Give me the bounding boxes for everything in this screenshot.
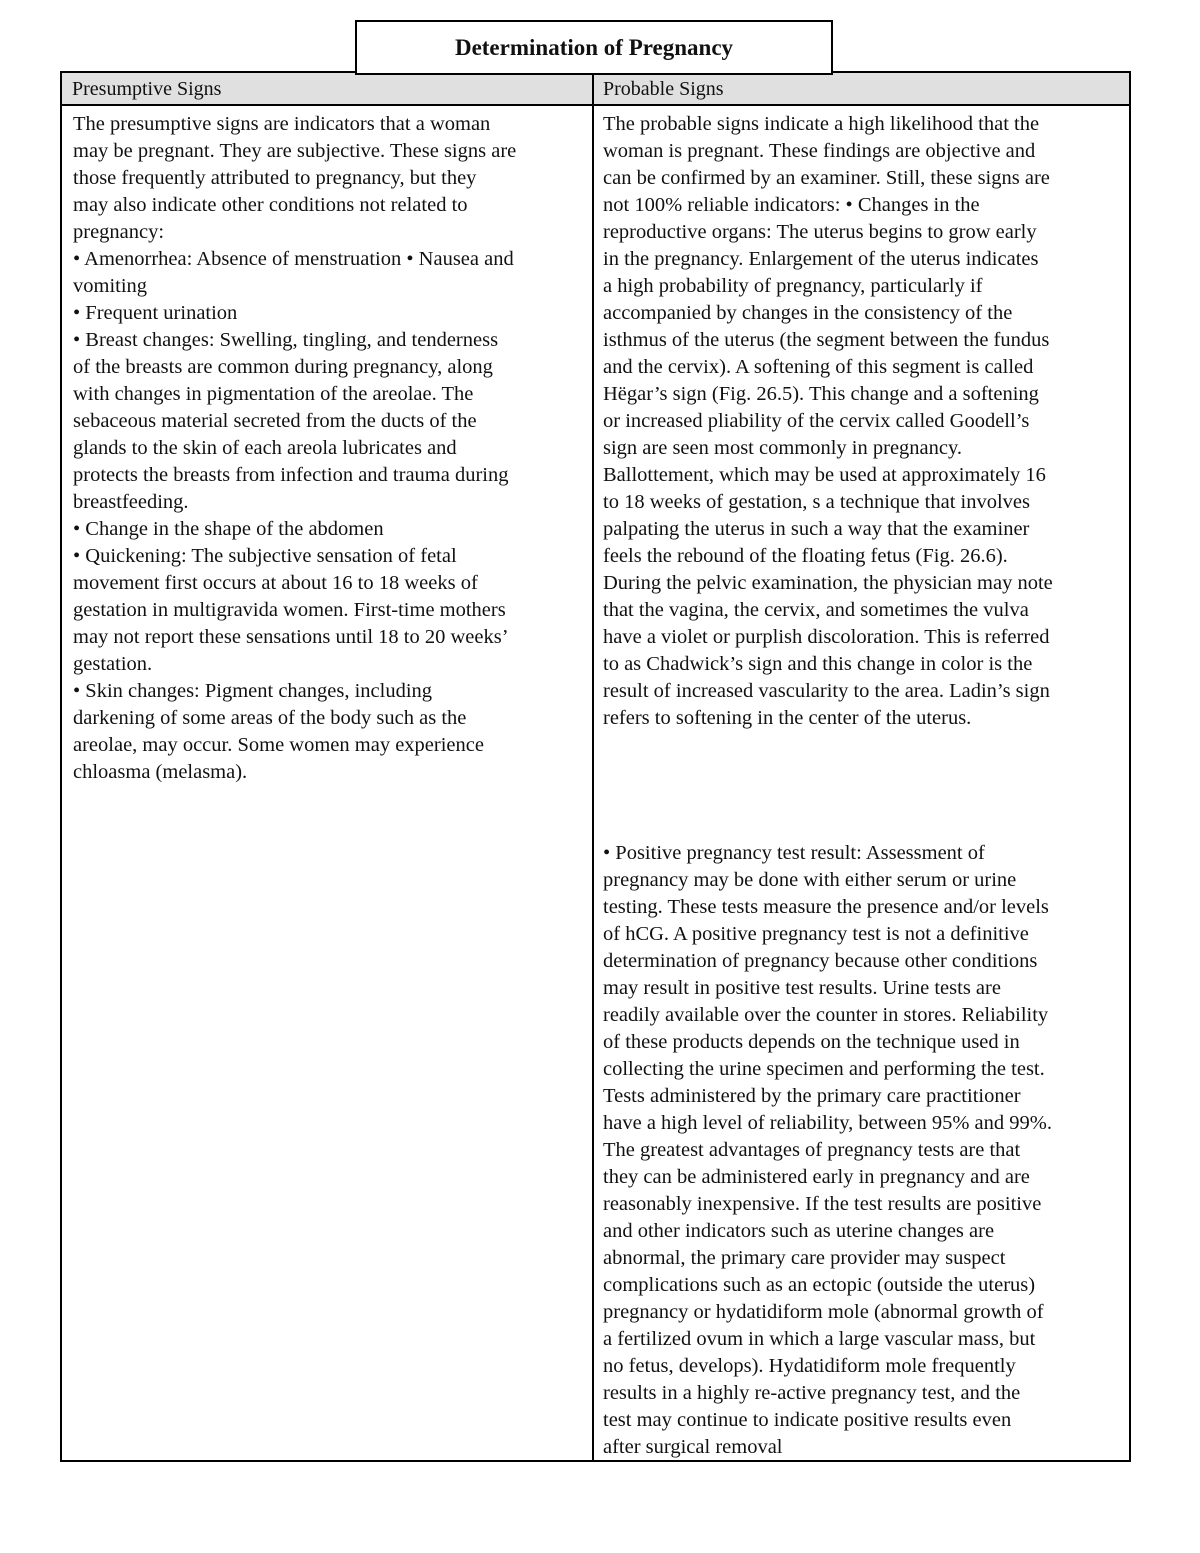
text-line: reasonably inexpensive. If the test results are positive — [603, 1193, 1042, 1215]
text-line: The greatest advantages of pregnancy tests are that — [603, 1139, 1021, 1161]
text-line: • Quickening: The subjective sensation of fetal — [73, 545, 457, 567]
text-line: gestation. — [73, 653, 153, 675]
text-line: of these products depends on the technique used in — [603, 1031, 1020, 1053]
text-line: may also indicate other conditions not related to — [73, 194, 468, 216]
text-line: protects the breasts from infection and trauma during — [73, 464, 509, 486]
text-line: not 100% reliable indicators: • Changes in the — [603, 194, 980, 216]
text-line: result of increased vascularity to the area. Ladin’s sign — [603, 680, 1050, 702]
text-line: abnormal, the primary care provider may suspect — [603, 1247, 1006, 1269]
text-line: accompanied by changes in the consistency of the — [603, 302, 1013, 324]
text-line: refers to softening in the center of the uterus. — [603, 707, 972, 729]
text-line: of hCG. A positive pregnancy test is not a definitive — [603, 923, 1029, 945]
text-line: a high probability of pregnancy, particularly if — [603, 275, 983, 297]
text-line: readily available over the counter in stores. Reliability — [603, 1004, 1049, 1026]
text-line: with changes in pigmentation of the areolae. The — [73, 383, 474, 405]
text-line: testing. These tests measure the presence and/or levels — [603, 896, 1049, 918]
text-line: to 18 weeks of gestation, s a technique that involves — [603, 491, 1030, 513]
text-line: pregnancy may be done with either serum or urine — [603, 869, 1017, 891]
text-line: palpating the uterus in such a way that the examiner — [603, 518, 1030, 540]
text-line: have a violet or purplish discoloration. This is referred — [603, 626, 1050, 648]
text-line: feels the rebound of the floating fetus (Fig. 26.6). — [603, 545, 1008, 567]
text-line: Ballottement, which may be used at approximately 16 — [603, 464, 1046, 486]
text-line: to as Chadwick’s sign and this change in color is the — [603, 653, 1033, 675]
text-line: collecting the urine specimen and performing the test. — [603, 1058, 1045, 1080]
text-line: pregnancy: — [73, 221, 165, 243]
text-line: areolae, may occur. Some women may experience — [73, 734, 484, 756]
text-line: • Amenorrhea: Absence of menstruation • Nausea and — [73, 248, 514, 270]
text-line: The presumptive signs are indicators that a woman — [73, 113, 491, 135]
text-line: test may continue to indicate positive results even — [603, 1409, 1012, 1431]
text-line: movement first occurs at about 16 to 18 weeks of — [73, 572, 478, 594]
text-line: • Change in the shape of the abdomen — [73, 518, 384, 540]
text-line: after surgical removal — [603, 1436, 783, 1458]
text-line: can be confirmed by an examiner. Still, these signs are — [603, 167, 1050, 189]
text-line: sebaceous material secreted from the ducts of the — [73, 410, 477, 432]
text-line: isthmus of the uterus (the segment between the fundus — [603, 329, 1050, 351]
text-line: Hëgar’s sign (Fig. 26.5). This change and a softening — [603, 383, 1039, 405]
text-line: those frequently attributed to pregnancy, but they — [73, 167, 477, 189]
text-line: pregnancy or hydatidiform mole (abnormal growth of — [603, 1301, 1044, 1323]
signs-table — [60, 71, 1131, 1462]
text-line: in the pregnancy. Enlargement of the uterus indicates — [603, 248, 1039, 270]
text-line: a fertilized ovum in which a large vascular mass, but — [603, 1328, 1036, 1350]
text-line: complications such as an ectopic (outside the uterus) — [603, 1274, 1036, 1296]
text-line: darkening of some areas of the body such as the — [73, 707, 467, 729]
text-line: • Breast changes: Swelling, tingling, and tenderness — [73, 329, 499, 351]
text-line: results in a highly re-active pregnancy test, and the — [603, 1382, 1021, 1404]
text-line: sign are seen most commonly in pregnancy. — [603, 437, 963, 459]
text-line: During the pelvic examination, the physician may note — [603, 572, 1053, 594]
text-line: woman is pregnant. These findings are objective and — [603, 140, 1036, 162]
text-line: vomiting — [73, 275, 148, 297]
pregnancy-test-text — [603, 840, 1052, 1461]
text-line: • Frequent urination — [73, 302, 238, 324]
text-line: and other indicators such as uterine changes are — [603, 1220, 995, 1242]
text-line: may not report these sensations until 18 to 20 weeks’ — [73, 626, 509, 648]
text-line: Tests administered by the primary care practitioner — [603, 1085, 1021, 1107]
text-line: chloasma (melasma). — [73, 761, 248, 783]
probable-signs-text — [603, 111, 1053, 732]
text-line: or increased pliability of the cervix called Goodell’s — [603, 410, 1030, 432]
text-line: may result in positive test results. Urine tests are — [603, 977, 1001, 999]
text-line: • Positive pregnancy test result: Assessment of — [603, 842, 985, 864]
text-line: determination of pregnancy because other conditions — [603, 950, 1038, 972]
text-line: breastfeeding. — [73, 491, 189, 513]
document-title: Determination of Pregnancy — [355, 20, 833, 75]
text-line: have a high level of reliability, between 95% and 99%. — [603, 1112, 1052, 1134]
text-line: of the breasts are common during pregnancy, along — [73, 356, 493, 378]
text-line: • Skin changes: Pigment changes, including — [73, 680, 433, 702]
column-divider — [592, 73, 594, 1460]
text-line: glands to the skin of each areola lubricates and — [73, 437, 457, 459]
text-line: they can be administered early in pregnancy and are — [603, 1166, 1030, 1188]
text-line: and the cervix). A softening of this segment is called — [603, 356, 1034, 378]
header-probable-signs: Probable Signs — [593, 73, 1129, 106]
text-line: reproductive organs: The uterus begins to grow early — [603, 221, 1037, 243]
text-line: gestation in multigravida women. First-time mothers — [73, 599, 506, 621]
text-line: The probable signs indicate a high likelihood that the — [603, 113, 1040, 135]
header-presumptive-signs: Presumptive Signs — [62, 73, 593, 106]
text-line: no fetus, develops). Hydatidiform mole frequently — [603, 1355, 1016, 1377]
text-line: may be pregnant. They are subjective. These signs are — [73, 140, 517, 162]
presumptive-signs-text — [73, 111, 516, 786]
text-line: that the vagina, the cervix, and sometimes the vulva — [603, 599, 1029, 621]
